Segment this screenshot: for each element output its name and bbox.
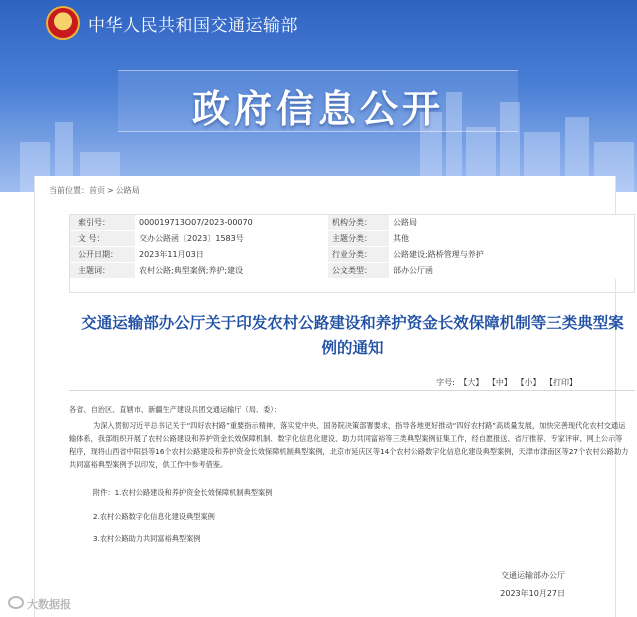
document-metadata-table	[69, 215, 635, 279]
signing-date: 2023年10月27日	[500, 589, 565, 598]
topic-category-label: 主题分类：	[328, 231, 389, 247]
font-size-label: 字号:	[436, 378, 455, 387]
font-size-small-button[interactable]: 【小】	[516, 378, 541, 387]
header-banner	[0, 0, 637, 192]
metadata-row	[69, 231, 635, 247]
content-card	[34, 176, 629, 617]
breadcrumb	[49, 185, 140, 196]
attachment-link-2[interactable]: 2.农村公路数字化信息化建设典型案例	[93, 512, 215, 521]
addressee-line: 各省、自治区、直辖市、新疆生产建设兵团交通运输厅（局、委）：	[69, 405, 282, 414]
body-paragraph: 为深入贯彻习近平总书记关于“四好农村路”重要指示精神，落实党中央、国务院决策部署要求，指导各地更好推动“四好农村路”高质量发展，加快完善现代化农村交通运输体系，我部组织开展了农村公路建设和养护资金长效保障机制、数字化信息化建设、助力共同富裕等三类典型案例征集工作，经自愿报送、省厅推荐、专家评审、网上公示等程序，现将山西省中阳县等16个农村公路建设和养护资金长效保障机制典型案例，北京市延庆区等14个农村公路数字化信息化建设典型案例，天津市津南区等27个农村公路助力共同富裕典型案例予以印发，供工作中参考借鉴。	[69, 421, 629, 469]
agency-category-value: 公路局	[389, 215, 635, 231]
document-type-value: 部办公厅函	[389, 263, 635, 279]
publish-date-label: 公开日期：	[69, 247, 135, 263]
document-number-value: 交办公路函〔2023〕1583号	[135, 231, 328, 247]
divider	[69, 390, 635, 391]
watermark	[8, 596, 71, 612]
breadcrumb-separator: >	[107, 186, 114, 195]
metadata-row	[69, 247, 635, 263]
breadcrumb-home-link[interactable]: 首页	[89, 186, 105, 195]
document-title: 交通运输部办公厅关于印发农村公路建设和养护资金长效保障机制等三类典型案例的通知	[81, 314, 624, 357]
keywords-value: 农村公路;典型案例;养护;建设	[135, 263, 328, 279]
index-number-label: 索引号：	[69, 215, 135, 231]
industry-category-label: 行业分类：	[328, 247, 389, 263]
attachment-link-1[interactable]: 附件：1.农村公路建设和养护资金长效保障机制典型案例	[93, 488, 273, 497]
attachment-link-3[interactable]: 3.农村公路助力共同富裕典型案例	[93, 534, 201, 543]
watermark-text: 大数据报	[27, 598, 71, 611]
agency-category-label: 机构分类：	[328, 215, 389, 231]
breadcrumb-label: 当前位置：	[49, 186, 89, 195]
document-number-label: 文 号：	[69, 231, 135, 247]
print-button[interactable]: 【打印】	[545, 378, 577, 387]
font-size-medium-button[interactable]: 【中】	[487, 378, 512, 387]
metadata-row	[69, 215, 635, 231]
watermark-logo-icon	[8, 596, 24, 609]
national-emblem-icon[interactable]	[46, 6, 80, 40]
section-title-plate	[118, 70, 518, 132]
signer: 交通运输部办公厅	[501, 571, 565, 580]
keywords-label: 主题词：	[69, 263, 135, 279]
document-type-label: 公文类型：	[328, 263, 389, 279]
industry-category-value: 公路建设;路桥管理与养护	[389, 247, 635, 263]
font-size-large-button[interactable]: 【大】	[459, 378, 484, 387]
breadcrumb-highway-bureau-link[interactable]: 公路局	[115, 186, 140, 195]
topic-category-value: 其他	[389, 231, 635, 247]
metadata-row	[69, 263, 635, 279]
font-size-toolbar	[436, 377, 577, 388]
section-title: 政府信息公开	[191, 87, 444, 131]
publish-date-value: 2023年11月03日	[135, 247, 328, 263]
ministry-name[interactable]: 中华人民共和国交通运输部	[88, 16, 298, 36]
index-number-value: 000019713O07/2023-00070	[135, 215, 328, 231]
